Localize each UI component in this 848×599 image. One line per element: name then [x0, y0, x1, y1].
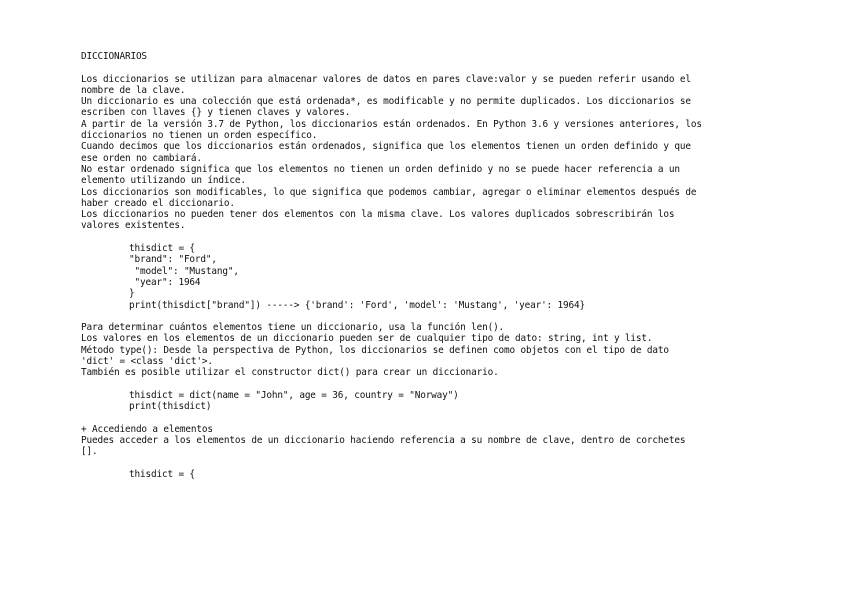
intro-line: diccionarios no tienen un orden específico.	[81, 130, 318, 142]
code-line: thisdict = {	[129, 243, 195, 255]
para-line: Para determinar cuántos elementos tiene un diccionario, usa la función len().	[81, 322, 505, 334]
para-line: [].	[81, 446, 98, 458]
intro-line: Cuando decimos que los diccionarios están ordenados, significa que los elementos tienen un orden definido y que	[81, 141, 691, 153]
code-line: print(thisdict)	[129, 401, 212, 413]
intro-line: A partir de la versión 3.7 de Python, los diccionarios están ordenados. En Python 3.6 y versiones anteriores, los	[81, 118, 702, 130]
intro-line: nombre de la clave.	[81, 84, 186, 96]
document-title: DICCIONARIOS	[81, 51, 147, 62]
intro-line: elemento utilizando un índice.	[81, 175, 246, 187]
code-block-dict-literal	[81, 243, 781, 311]
code-line: thisdict = dict(name = "John", age = 36, country = "Norway")	[129, 389, 459, 401]
code-line: "model": "Mustang",	[129, 265, 239, 277]
access-paragraph	[81, 435, 781, 458]
intro-line: valores existentes.	[81, 220, 186, 232]
len-type-paragraph	[81, 322, 781, 378]
section-heading: + Accediendo a elementos	[81, 423, 213, 435]
spacer	[81, 62, 781, 73]
intro-line: Los diccionarios son modificables, lo que significa que podemos cambiar, agregar o eliminar elementos después de	[81, 186, 697, 198]
para-line: 'dict' = <class 'dict'>.	[81, 356, 213, 368]
intro-line: escriben con llaves {} y tienen claves y valores.	[81, 107, 351, 119]
intro-line: Un diccionario es una colección que está ordenada*, es modificable y no permite duplicados. Los diccionarios se	[81, 96, 691, 108]
code-line: thisdict = {	[129, 468, 195, 480]
code-block-dict-constructor	[81, 390, 781, 413]
spacer	[81, 413, 781, 424]
para-line: Los valores en los elementos de un diccionario pueden ser de cualquier tipo de dato: string, int y list.	[81, 333, 653, 345]
para-line: También es posible utilizar el constructor dict() para crear un diccionario.	[81, 367, 499, 379]
code-line: "brand": "Ford",	[129, 254, 217, 266]
spacer	[81, 232, 781, 243]
intro-line: Los diccionarios no pueden tener dos elementos con la misma clave. Los valores duplicados sobrescribirán los	[81, 209, 675, 221]
spacer	[81, 311, 781, 322]
spacer	[81, 458, 781, 469]
intro-line: haber creado el diccionario.	[81, 197, 235, 209]
intro-line: ese orden no cambiará.	[81, 152, 202, 164]
code-line: "year": 1964	[129, 276, 201, 288]
para-line: Método type(): Desde la perspectiva de Python, los diccionarios se definen como objetos con el tipo de dato	[81, 344, 669, 356]
para-line: Puedes acceder a los elementos de un diccionario haciendo referencia a su nombre de clave, dentro de corchetes	[81, 435, 686, 447]
document-page	[81, 51, 781, 480]
intro-paragraph	[81, 74, 781, 232]
code-line: }	[129, 288, 135, 300]
code-line: print(thisdict["brand"]) -----> {'brand': 'Ford', 'model': 'Mustang', 'year': 1964}	[129, 299, 586, 311]
code-block-access	[81, 469, 781, 480]
intro-line: Los diccionarios se utilizan para almacenar valores de datos en pares clave:valor y se pueden referir usando el	[81, 73, 691, 85]
spacer	[81, 379, 781, 390]
intro-line: No estar ordenado significa que los elementos no tienen un orden definido y no se puede hacer referencia a un	[81, 163, 680, 175]
